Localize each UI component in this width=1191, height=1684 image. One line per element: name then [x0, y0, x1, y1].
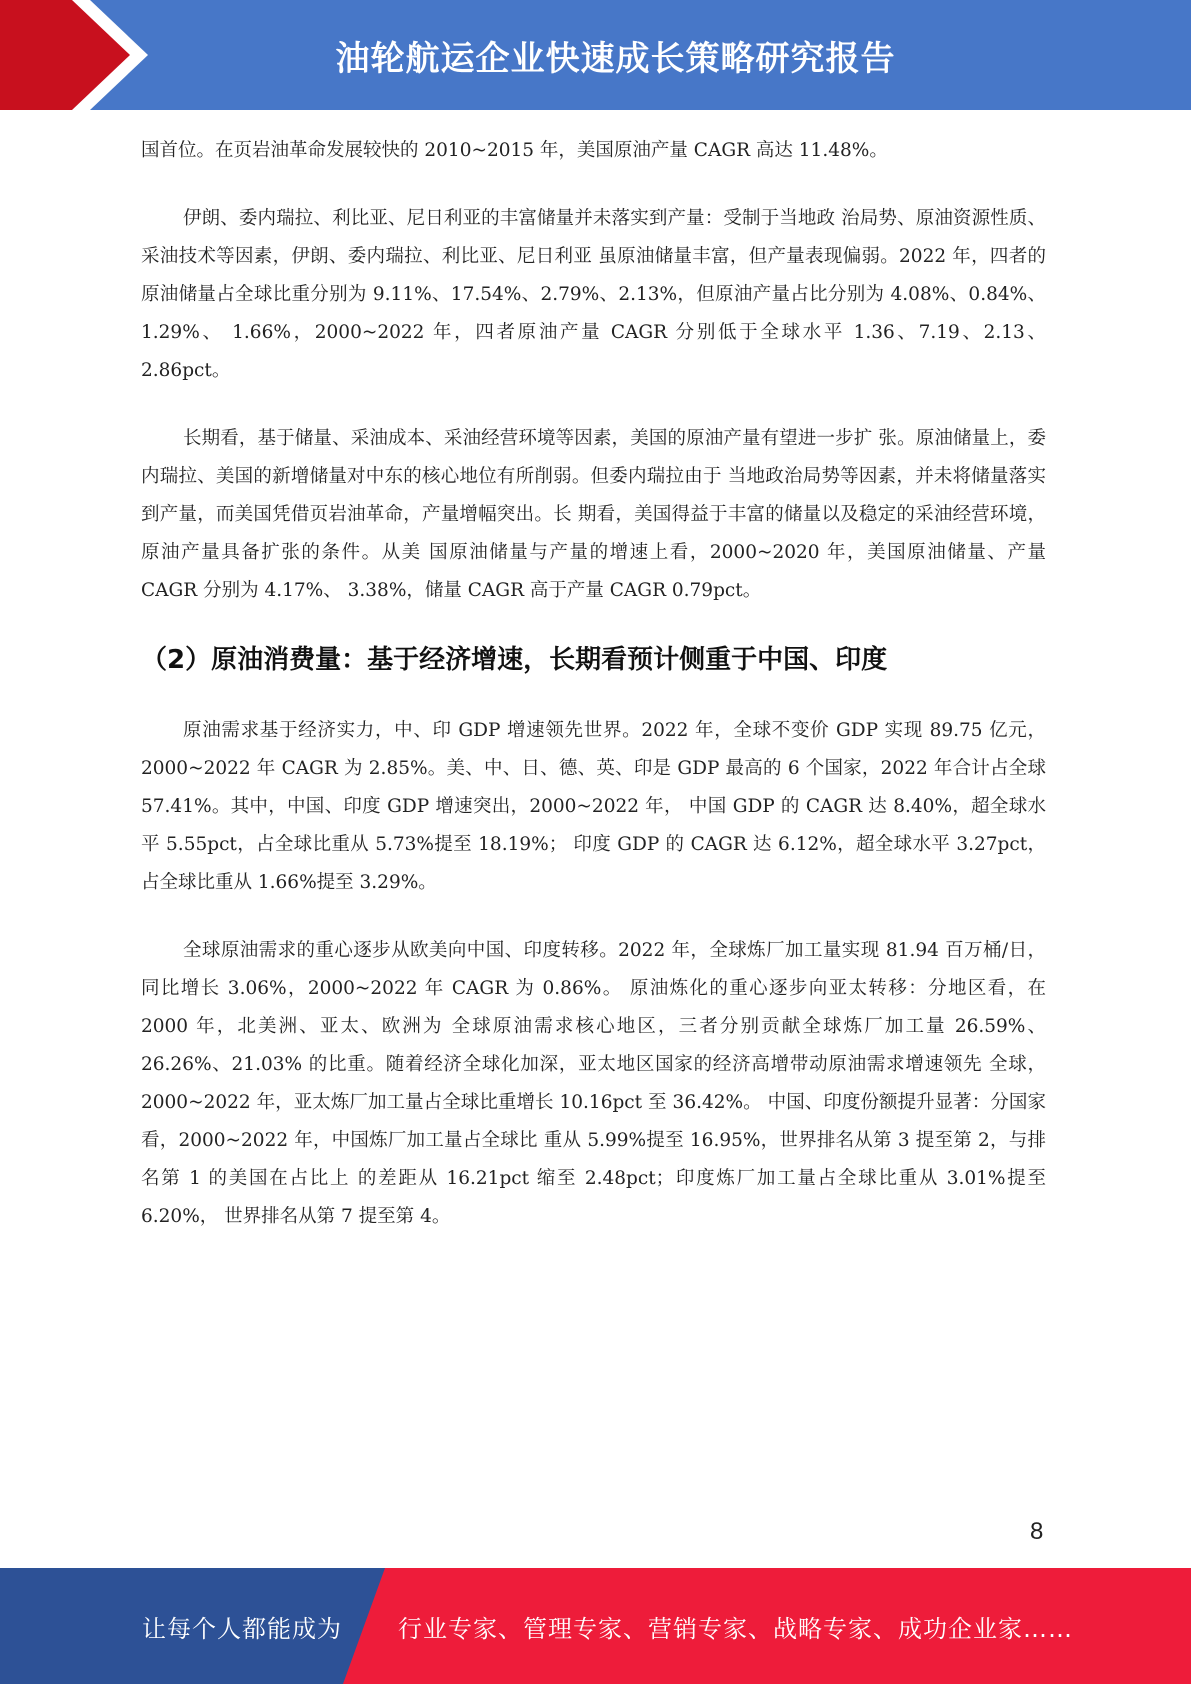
paragraph-reserves-production: 伊朗、委内瑞拉、利比亚、尼日利亚的丰富储量并未落实到产量：受制于当地政 治局势、原油资源性质、采油技术等因素，伊朗、委内瑞拉、利比亚、尼日利亚 虽原油储量丰富，但产量表现偏弱。2022 年，四者的原油储量占全球比重分别为 9.11%、17.54%、2.79%、2.13%，但原油产量占比分别为 4.08%、0.84%、1.29%、 1.66%，2000~2022 年，四者原油产量 CAGR 分别低于全球水平 1.36、7.19、2.13、 2.86pct。: [141, 208, 1046, 381]
page-number: 8: [1030, 1518, 1044, 1545]
report-title: 油轮航运企业快速成长策略研究报告: [335, 38, 896, 79]
paragraph-refinery-demand: 全球原油需求的重心逐步从欧美向中国、印度转移。2022 年，全球炼厂加工量实现 81.94 百万桶/日，同比增长 3.06%，2000~2022 年 CAGR 为 0.86%。 原油炼化的重心逐步向亚太转移：分地区看，在 2000 年，北美洲、亚太、欧洲为 全球原油需求核心地区，三者分别贡献全球炼厂加工量 26.59%、26.26%、21.03% 的比重。随着经济全球化加深，亚太地区国家的经济高增带动原油需求增速领先 全球，2000~2022 年，亚太炼厂加工量占全球比重增长 10.16pct 至 36.42%。 中国、印度份额提升显著：分国家看，2000~2022 年，中国炼厂加工量占全球比 重从 5.99%提至 16.95%，世界排名从第 3 提至第 2，与排名第 1 的美国在占比上 的差距从 16.21pct 缩至 2.48pct；印度炼厂加工量占全球比重从 3.01%提至 6.20%， 世界排名从第 7 提至第 4。: [141, 940, 1046, 1227]
footer-slogan-left: 让每个人都能成为: [142, 1614, 342, 1643]
footer-slogan-right: 行业专家、管理专家、营销专家、战略专家、成功企业家……: [398, 1614, 1073, 1643]
paragraph-us-outlook: 长期看，基于储量、采油成本、采油经营环境等因素，美国的原油产量有望进一步扩 张。原油储量上，委内瑞拉、美国的新增储量对中东的核心地位有所削弱。但委内瑞拉由于 当地政治局势等因素，并未将储量落实到产量，而美国凭借页岩油革命，产量增幅突出。长 期看，美国得益于丰富的储量以及稳定的采油经营环境，原油产量具备扩张的条件。从美 国原油储量与产量的增速上看，2000~2020 年，美国原油储量、产量 CAGR 分别为 4.17%、 3.38%，储量 CAGR 高于产量 CAGR 0.79pct。: [141, 428, 1046, 601]
chevron-arrow-icon: [0, 0, 160, 110]
paragraph-continuation: 国首位。在页岩油革命发展较快的 2010~2015 年，美国原油产量 CAGR 高达 11.48%。: [141, 140, 888, 161]
section-heading: （2）原油消费量：基于经济增速，长期看预计侧重于中国、印度: [141, 645, 888, 675]
header-banner: [0, 0, 1191, 110]
document-body: [141, 132, 1046, 1266]
footer-banner: [0, 1568, 1191, 1684]
paragraph-gdp-growth: 原油需求基于经济实力，中、印 GDP 增速领先世界。2022 年，全球不变价 GDP 实现 89.75 亿元，2000~2022 年 CAGR 为 2.85%。美、中、日、德、英、印是 GDP 最高的 6 个国家，2022 年合计占全球 57.41%。其中，中国、印度 GDP 增速突出，2000~2022 年， 中国 GDP 的 CAGR 达 8.40%，超全球水平 5.55pct，占全球比重从 5.73%提至 18.19%； 印度 GDP 的 CAGR 达 6.12%，超全球水平 3.27pct，占全球比重从 1.66%提至 3.29%。: [141, 720, 1046, 893]
